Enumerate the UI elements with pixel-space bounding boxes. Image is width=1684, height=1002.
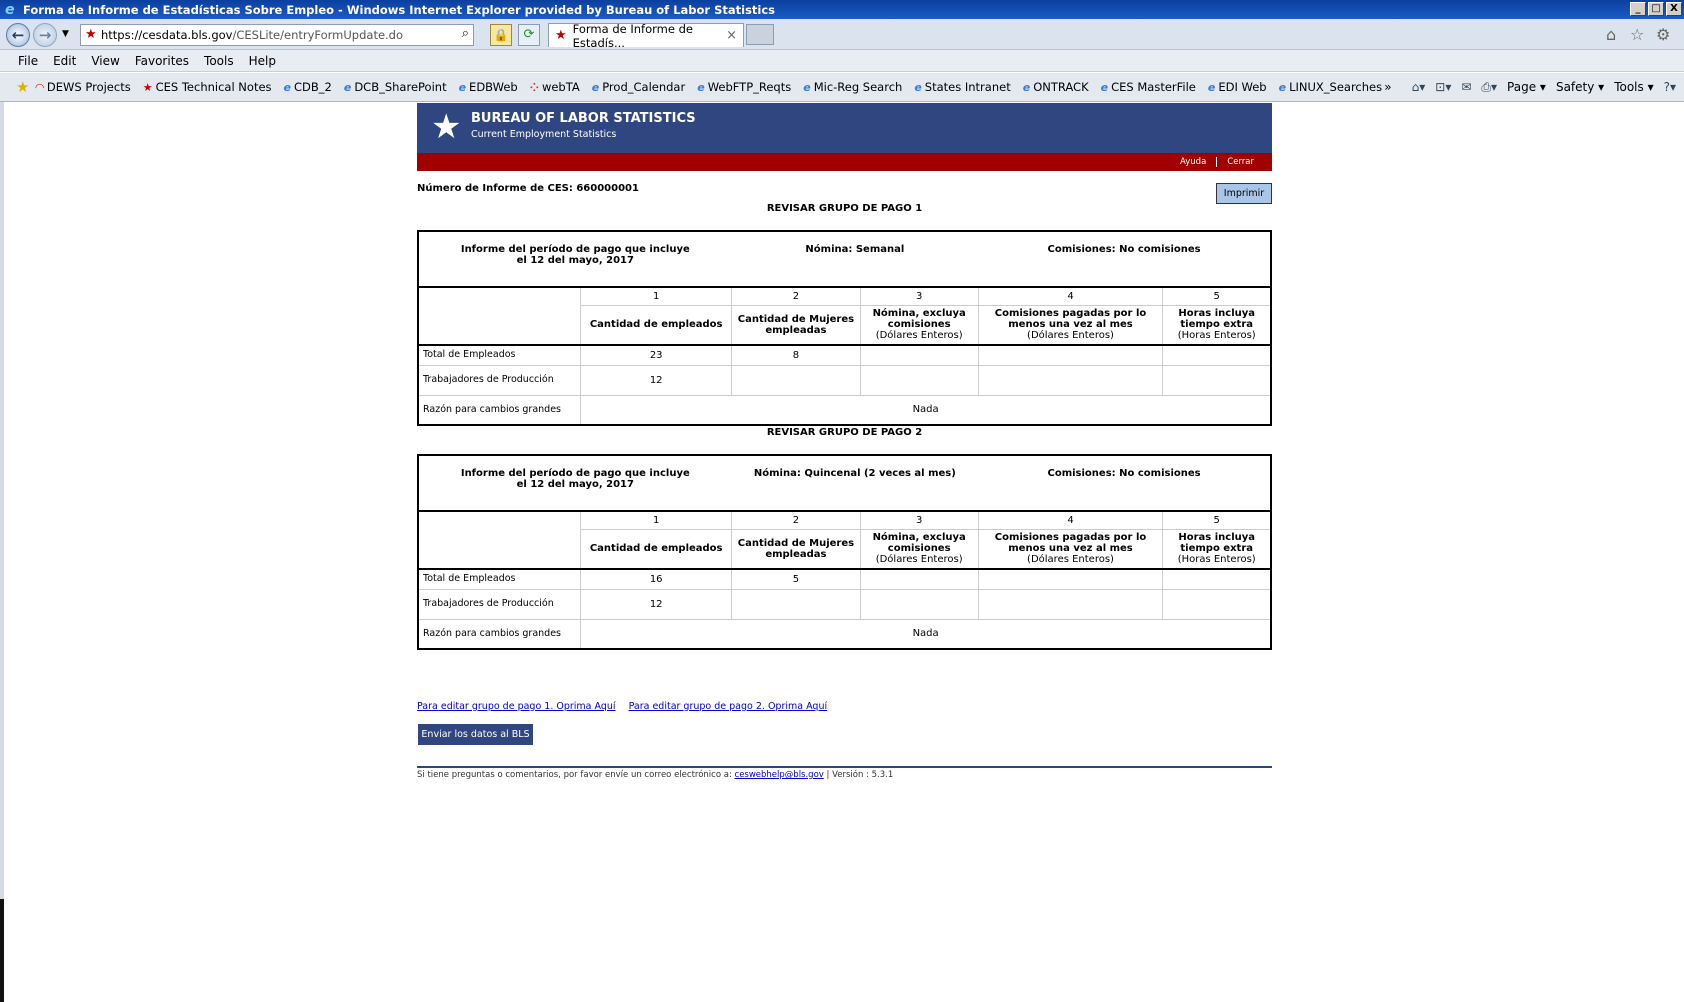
group2-payroll: Nómina: Quincenal (2 veces al mes)	[753, 468, 956, 479]
favorites-star-icon[interactable]: ☆	[1630, 25, 1645, 44]
group1-commissions: Comisiones: No comisiones	[1047, 244, 1201, 255]
group2-blank-cell	[418, 511, 581, 569]
group1-blank-cell	[418, 287, 581, 345]
col-number: 1	[581, 287, 732, 305]
group1-production-women	[732, 365, 861, 395]
fav-mic-reg-search[interactable]: e Mic-Reg Search	[803, 80, 903, 94]
ie-page-icon: e	[1100, 80, 1109, 94]
window-title: Forma de Informe de Estadísticas Sobre Empleo - Windows Internet Explorer provided by Bureau of Labor Statistics	[23, 2, 776, 17]
group1-number-row	[418, 287, 1271, 305]
col-header-hours: Horas incluya tiempo extra (Horas Enteros)	[1163, 529, 1271, 569]
group2-total-employees: 16	[581, 569, 732, 589]
minimize-button[interactable]: _	[1630, 2, 1646, 16]
send-data-button[interactable]: Enviar los datos al BLS	[418, 724, 533, 745]
fav-cdb-2[interactable]: e CDB_2	[283, 80, 332, 94]
favorites-bar	[0, 73, 1684, 102]
fav-dcb-sharepoint[interactable]: e DCB_SharePoint	[343, 80, 447, 94]
new-tab-button[interactable]	[746, 24, 774, 45]
ie-page-icon: e	[1207, 80, 1216, 94]
page-content	[417, 103, 1272, 780]
maximize-button[interactable]: □	[1648, 2, 1664, 16]
fav-ces-technical-notes[interactable]: ★ CES Technical Notes	[142, 80, 272, 94]
row-label-reason: Razón para cambios grandes	[418, 395, 581, 425]
group2-production-payroll	[860, 589, 978, 619]
address-toolbar	[0, 19, 1684, 50]
ie-page-icon: e	[591, 80, 600, 94]
program-name: Current Employment Statistics	[471, 129, 617, 140]
group2-total-row	[418, 569, 1271, 589]
col-number: 2	[732, 287, 861, 305]
col-header-commissions: Comisiones pagadas por lo menos una vez al mes (Dólares Enteros)	[978, 529, 1163, 569]
group2-reason-value: Nada	[581, 619, 1271, 649]
group2-production-women	[732, 589, 861, 619]
version-label: | Versión : 5.3.1	[826, 770, 894, 780]
ie-logo-icon: e	[5, 1, 15, 18]
close-window-button[interactable]: X	[1666, 2, 1682, 16]
forward-button[interactable]	[33, 23, 57, 47]
webta-icon: ⁘	[529, 80, 539, 94]
fav-edi-web[interactable]: e EDI Web	[1207, 80, 1267, 94]
col-header-payroll: Nómina, excluya comisiones (Dólares Enteros)	[860, 305, 978, 345]
group2-commissions: Comisiones: No comisiones	[1047, 468, 1201, 479]
ie-page-icon: e	[803, 80, 811, 94]
col-header-commissions: Comisiones pagadas por lo menos una vez al mes (Dólares Enteros)	[978, 305, 1163, 345]
browser-tab[interactable]	[548, 21, 744, 50]
group1-production-employees: 12	[581, 365, 732, 395]
group2-table	[417, 454, 1272, 650]
col-number: 3	[860, 287, 978, 305]
banner-link-bar	[417, 153, 1272, 171]
url-prefix: https://cesdata.	[101, 28, 192, 42]
home-icon[interactable]: ⌂	[1606, 25, 1617, 44]
lock-icon[interactable]: 🔒	[490, 24, 512, 46]
group1-production-commissions	[978, 365, 1163, 395]
address-bar[interactable]	[80, 24, 474, 46]
fav-dews-projects[interactable]: ◠ DEWS Projects	[35, 80, 131, 94]
col-number: 1	[581, 511, 732, 529]
group2-total-payroll	[860, 569, 978, 589]
site-favicon-icon: ★	[85, 27, 97, 42]
group1-reason-value: Nada	[581, 395, 1271, 425]
group1-production-hours	[1163, 365, 1271, 395]
menu-view[interactable]: View	[91, 53, 120, 68]
group1-title: REVISAR GRUPO DE PAGO 1	[766, 203, 923, 214]
taskbar-fragment	[0, 899, 4, 1002]
tab-close-icon[interactable]: ×	[726, 28, 737, 43]
fav-states-intranet[interactable]: e States Intranet	[914, 80, 1011, 94]
fav-ces-masterfile[interactable]: e CES MasterFile	[1100, 80, 1196, 94]
group1-production-payroll	[860, 365, 978, 395]
page-menu[interactable]: Page ▾	[1507, 80, 1546, 94]
col-header-women: Cantidad de Mujeres empleadas	[732, 305, 861, 345]
menu-file[interactable]: File	[18, 53, 39, 68]
tab-favicon-icon: ★	[555, 28, 567, 43]
history-dropdown-icon[interactable]: ▼	[62, 29, 69, 39]
group1-total-payroll	[860, 345, 978, 365]
col-header-payroll: Nómina, excluya comisiones (Dólares Enteros)	[860, 529, 978, 569]
col-number: 5	[1163, 511, 1271, 529]
favorites-add-icon[interactable]: ★	[16, 78, 30, 96]
col-number: 5	[1163, 287, 1271, 305]
group1-header-row	[418, 231, 1271, 287]
row-label-production: Trabajadores de Producción	[418, 365, 581, 395]
edit-links	[417, 701, 837, 712]
menu-favorites[interactable]: Favorites	[134, 53, 190, 68]
ie-page-icon: e	[697, 80, 705, 94]
group2-production-hours	[1163, 589, 1271, 619]
more-favorites-chevron-icon[interactable]: »	[1384, 80, 1392, 94]
group2-number-row	[418, 511, 1271, 529]
group1-total-employees: 23	[581, 345, 732, 365]
help-link[interactable]: Ayuda	[1180, 157, 1207, 167]
ie-page-icon: e	[1278, 80, 1287, 94]
command-bar	[1384, 73, 1676, 101]
col-header-employees: Cantidad de empleados	[581, 529, 732, 569]
group2-total-commissions	[978, 569, 1163, 589]
group1-total-commissions	[978, 345, 1163, 365]
ie-page-icon: e	[1022, 80, 1031, 94]
report-number: Número de Informe de CES: 660000001	[417, 183, 639, 194]
bls-star-icon: ★	[142, 80, 153, 94]
col-number: 4	[978, 511, 1163, 529]
search-icon[interactable]: ⌕	[461, 26, 469, 41]
col-number: 3	[860, 511, 978, 529]
menu-tools[interactable]: Tools	[204, 53, 234, 68]
gear-icon[interactable]: ⚙	[1656, 25, 1671, 44]
url-path: /CESLite/entryFormUpdate.do	[232, 28, 404, 42]
fav-edbweb[interactable]: e EDBWeb	[458, 80, 518, 94]
col-header-employees: Cantidad de empleados	[581, 305, 732, 345]
group2-production-employees: 12	[581, 589, 732, 619]
group2-production-row	[418, 589, 1271, 619]
group2-title: REVISAR GRUPO DE PAGO 2	[766, 427, 923, 438]
link-separator	[1216, 157, 1217, 167]
home-dropdown-icon[interactable]: ⌂▾	[1411, 80, 1426, 94]
tab-title: Forma de Informe de Estadís...	[572, 21, 693, 50]
bls-logo-icon: ★	[431, 107, 462, 147]
mail-icon[interactable]: ✉	[1461, 80, 1472, 94]
group2-total-hours	[1163, 569, 1271, 589]
row-label-total: Total de Empleados	[418, 569, 581, 589]
group2-production-commissions	[978, 589, 1163, 619]
fav-ontrack[interactable]: e ONTRACK	[1022, 80, 1089, 94]
fav-prod-calendar[interactable]: e Prod_Calendar	[591, 80, 686, 94]
window-left-edge	[0, 102, 4, 1002]
menu-edit[interactable]: Edit	[53, 53, 77, 68]
dews-icon: ◠	[35, 80, 44, 94]
fav-linux-searches[interactable]: e LINUX_Searches	[1278, 80, 1383, 94]
group2-total-women: 5	[732, 569, 861, 589]
ie-page-icon: e	[343, 80, 352, 94]
bls-org-name: BUREAU OF LABOR STATISTICS	[471, 111, 696, 126]
group1-payroll: Nómina: Semanal	[805, 244, 905, 255]
col-number: 4	[978, 287, 1163, 305]
print-icon[interactable]: ⎙▾	[1481, 79, 1498, 94]
group2-header-row	[418, 455, 1271, 511]
tools-menu[interactable]: Tools ▾	[1614, 80, 1654, 94]
url-domain: bls.gov	[191, 28, 233, 42]
feeds-icon[interactable]: ⊡▾	[1435, 80, 1452, 94]
footer-divider	[417, 766, 1272, 768]
col-header-hours: Horas incluya tiempo extra (Horas Enteros)	[1163, 305, 1271, 345]
footer-text: Si tiene preguntas o comentarios, por favor envíe un correo electrónico a: ceswebhelp@bls.gov | Versión : 5.3.1	[417, 770, 894, 780]
row-label-reason: Razón para cambios grandes	[418, 619, 581, 649]
close-link[interactable]: Cerrar	[1227, 157, 1254, 167]
edit-group1-link[interactable]: Para editar grupo de pago 1. Oprima Aquí	[417, 701, 616, 712]
group1-total-row	[418, 345, 1271, 365]
group1-table	[417, 230, 1272, 426]
bls-banner	[417, 103, 1272, 153]
support-email-link[interactable]: ceswebhelp@bls.gov	[734, 770, 824, 780]
row-label-total: Total de Empleados	[418, 345, 581, 365]
ie-page-icon: e	[283, 80, 291, 94]
group1-reason-row	[418, 395, 1271, 425]
group2-period: Informe del período de pago que incluye el 12 del mayo, 2017	[460, 468, 690, 490]
back-button[interactable]	[6, 23, 30, 47]
forward-arrow-icon: →	[38, 26, 52, 44]
group1-total-women: 8	[732, 345, 861, 365]
col-header-women: Cantidad de Mujeres empleadas	[732, 529, 861, 569]
group2-reason-row	[418, 619, 1271, 649]
fav-webta[interactable]: ⁘ webTA	[529, 80, 580, 94]
menu-help[interactable]: Help	[248, 53, 276, 68]
edit-group2-link[interactable]: Para editar grupo de pago 2. Oprima Aquí	[628, 701, 828, 712]
ie-page-icon: e	[458, 80, 467, 94]
row-label-production: Trabajadores de Producción	[418, 589, 581, 619]
group1-production-row	[418, 365, 1271, 395]
col-number: 2	[732, 511, 861, 529]
group1-total-hours	[1163, 345, 1271, 365]
help-icon[interactable]: ?▾	[1663, 80, 1676, 94]
menu-bar	[0, 50, 1684, 72]
safety-menu[interactable]: Safety ▾	[1555, 80, 1605, 94]
back-arrow-icon: ←	[11, 26, 25, 44]
fav-webftp-reqts[interactable]: e WebFTP_Reqts	[697, 80, 792, 94]
refresh-button[interactable]: ⟳	[518, 24, 540, 46]
group1-period: Informe del período de pago que incluye el 12 del mayo, 2017	[460, 244, 690, 266]
ie-page-icon: e	[914, 80, 922, 94]
print-button[interactable]: Imprimir	[1216, 183, 1272, 204]
window-titlebar	[0, 0, 1684, 19]
